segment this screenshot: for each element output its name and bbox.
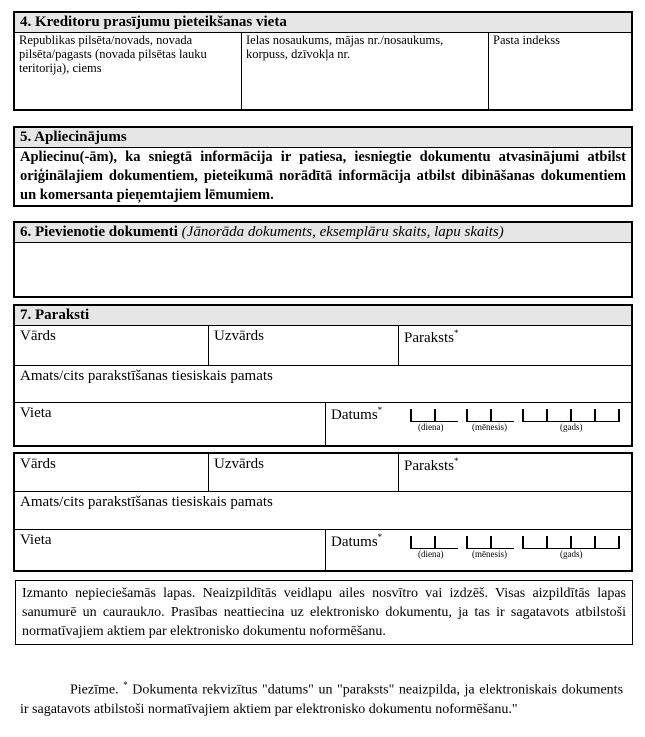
place-field[interactable]: Vieta bbox=[15, 403, 326, 445]
section-7 bbox=[13, 304, 633, 447]
name-field[interactable]: Vārds bbox=[15, 326, 209, 365]
place-field[interactable]: Vieta bbox=[15, 530, 326, 570]
date-field[interactable]: Datums* (diena) (mēnesis) (gads) bbox=[326, 530, 631, 570]
attached-documents-field[interactable] bbox=[15, 243, 631, 295]
section-5-title: 5. Apliecinājums bbox=[15, 128, 631, 148]
signature-field[interactable]: Paraksts* bbox=[404, 456, 459, 474]
position-field[interactable]: Amats/cits parakstīšanas tiesiskais pamats bbox=[20, 494, 273, 510]
instructions-note: Izmanto nepieciešamās lapas. Neaizpildītās veidlapu ailes nosvītro vai izdzēš. Visas aizpildītās lapas sanumurē un cauraukло. Prasības neattiecina uz elektronisko dokumentu, ja tas ir sagatavots atbilstoši normatīvajiem aktiem par elektronisko dokumentu noformēšanu. bbox=[15, 580, 633, 645]
city-field[interactable]: Republikas pilsēta/novads, novada pilsēta/pagasts (novada pilsētas lauku teritorija), ciems bbox=[15, 32, 242, 109]
section-4 bbox=[13, 11, 633, 111]
section-6-title: 6. Pievienotie dokumenti bbox=[20, 224, 178, 240]
section-5 bbox=[13, 126, 633, 207]
signatory-2 bbox=[13, 452, 633, 572]
position-field[interactable]: Amats/cits parakstīšanas tiesiskais pamats bbox=[20, 368, 273, 384]
section-6 bbox=[13, 221, 633, 298]
name-field[interactable]: Vārds bbox=[15, 454, 209, 491]
footnote: Piezīme. * Dokumenta rekvizītus "datums" un "paraksts" neaizpilda, ja elektroniskais dokuments ir sagatavots atbilstoši normatīvajiem aktiem par elektronisko dokumentu noformēšanu." bbox=[20, 680, 624, 717]
section-7-title: 7. Paraksti bbox=[15, 306, 631, 326]
surname-field[interactable]: Uzvārds bbox=[209, 326, 399, 365]
signature-field[interactable]: Paraksts* bbox=[404, 328, 459, 346]
section-4-title: 4. Kreditoru prasījumu pieteikšanas vieta bbox=[15, 13, 631, 33]
declaration-text: Apliecinu(-ām), ka sniegtā informācija ir patiesa, iesniegtie dokumentu atvasinājumi atbilst oriģinālajiem dokumentiem, pieteikumā norādītā informācija atbilst dibināšanas dokumentiem un komersanta pieņemtajiem lēmumiem. bbox=[20, 149, 626, 203]
postal-code-field[interactable]: Pasta indekss bbox=[493, 33, 561, 47]
section-6-hint: (Jānorāda dokuments, eksemplāru skaits, lapu skaits) bbox=[181, 224, 504, 240]
surname-field[interactable]: Uzvārds bbox=[209, 454, 399, 491]
date-field[interactable]: Datums* (diena) (mēnesis) (gads) bbox=[326, 403, 631, 445]
street-field[interactable]: Ielas nosaukums, mājas nr./nosaukums, korpuss, dzīvokļa nr. bbox=[242, 32, 489, 109]
